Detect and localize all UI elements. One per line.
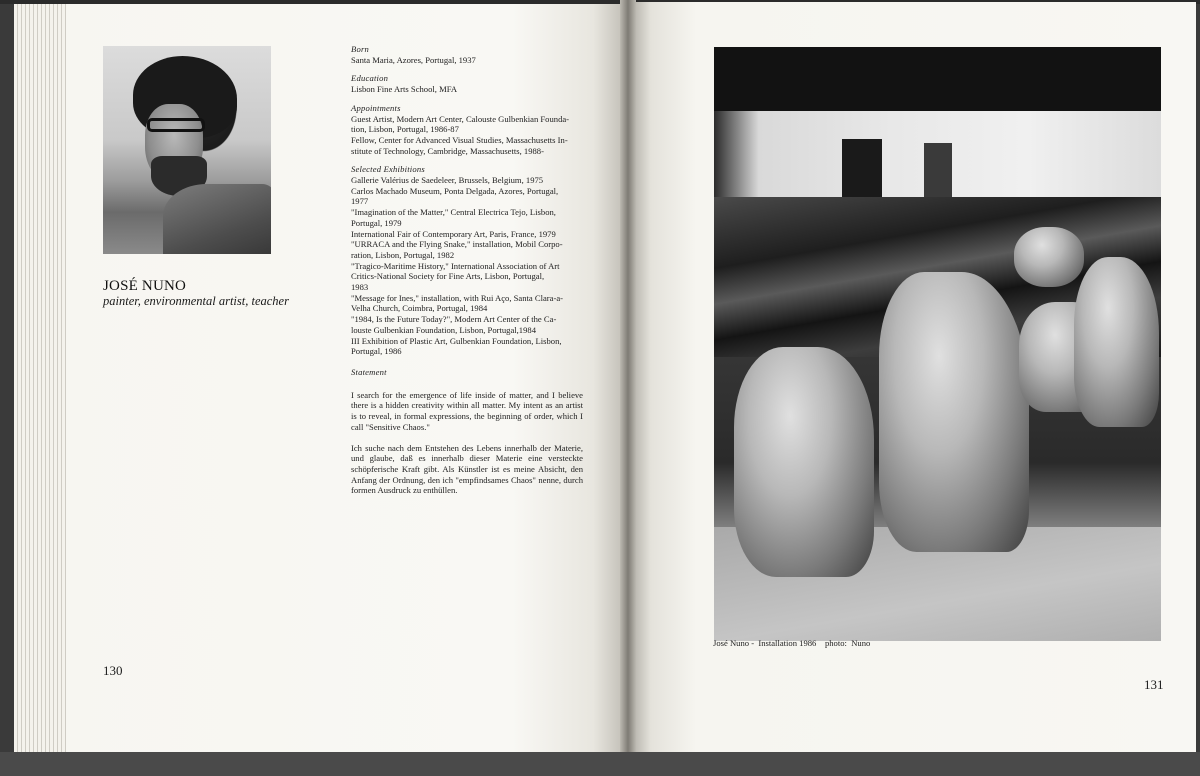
book-gutter	[620, 0, 636, 776]
born-heading: Born	[351, 44, 369, 54]
exhibitions-line: 1977	[351, 196, 369, 207]
exhibitions-line: International Fair of Contemporary Art, Paris, France, 1979	[351, 228, 556, 239]
exhibitions-line: Portugal, 1979	[351, 217, 402, 228]
exhibitions-line: "1984, Is the Future Today?", Modern Art Center of the Ca-	[351, 314, 557, 325]
statement-german: Ich suche nach dem Entstehen des Lebens innerhalb der Materie, und glaube, daß es innerhalb dieser Materie eine versteckte schöpferische Kraft gibt. Als Künstler ist es meine Absicht, den Anfang der Ordnung, den ich "empfindsames Chaos" nenne, durch formen Ausdruck zu enthüllen.	[351, 442, 583, 496]
exhibitions-line: Gallerie Valérius de Saedeleer, Brussels, Belgium, 1975	[351, 175, 544, 186]
page-edges	[14, 4, 66, 756]
caption-credit: photo: Nuno	[824, 638, 871, 648]
installation-photo	[714, 47, 1161, 641]
born-text	[351, 55, 583, 66]
exhibitions-line: "URRACA and the Flying Snake," installation, Mobil Corpo-	[351, 239, 563, 250]
exhibitions-line: Critics-National Society for Fine Arts, Lisbon, Portugal,	[351, 271, 545, 282]
statement-heading: Statement	[351, 366, 387, 377]
caption-title: José Nuno - Installation 1986	[713, 638, 817, 648]
appointments-text	[351, 114, 583, 157]
exhibitions-line: ration, Lisbon, Portugal, 1982	[351, 249, 455, 260]
education-heading: Education	[351, 73, 389, 84]
artist-biography	[351, 44, 583, 496]
artist-name: JOSÉ NUNO	[103, 278, 187, 294]
artist-portrait-photo	[103, 46, 271, 254]
exhibitions-line: louste Gulbenkian Foundation, Lisbon, Portugal,1984	[351, 324, 536, 335]
exhibitions-line: Carlos Machado Museum, Ponta Delgada, Azores, Portugal,	[351, 185, 559, 196]
statement-english: I search for the emergence of life inside of matter, and I believe there is a hidden creativity within all matter. My intent as an artist is to reveal, in formal expressions, the beginning of order, which I call "Sensitive Chaos."	[351, 389, 583, 432]
exhibitions-line: "Message for Ines," installation, with Rui Aço, Santa Clara-a-	[351, 292, 564, 303]
photo-caption	[713, 638, 870, 648]
page-number-right: 131	[1144, 677, 1164, 692]
appointments-line: tion, Lisbon, Portugal, 1986-87	[351, 124, 459, 135]
born-line: Santa Maria, Azores, Portugal, 1937	[351, 54, 476, 65]
education-line: Lisbon Fine Arts School, MFA	[351, 84, 458, 95]
exhibitions-text	[351, 175, 583, 357]
artist-role: painter, environmental artist, teacher	[103, 294, 289, 308]
exhibitions-line: "Tragico-Maritime History," International Association of Art	[351, 260, 560, 271]
exhibitions-line: III Exhibition of Plastic Art, Gulbenkian Foundation, Lisbon,	[351, 335, 562, 346]
exhibitions-heading: Selected Exhibitions	[351, 164, 425, 175]
background-bottom	[0, 752, 1200, 776]
page-number-left: 130	[103, 663, 123, 678]
exhibitions-line: Velha Church, Coimbra, Portugal, 1984	[351, 303, 488, 314]
appointments-line: stitute of Technology, Cambridge, Massachusetts, 1988-	[351, 145, 544, 156]
education-text	[351, 84, 583, 95]
appointments-line: Fellow, Center for Advanced Visual Studies, Massachusetts In-	[351, 134, 568, 145]
exhibitions-line: 1983	[351, 282, 369, 293]
appointments-heading: Appointments	[351, 102, 401, 113]
exhibitions-line: Portugal, 1986	[351, 346, 402, 357]
exhibitions-line: "Imagination of the Matter," Central Electrica Tejo, Lisbon,	[351, 207, 556, 218]
appointments-line: Guest Artist, Modern Art Center, Calouste Gulbenkian Founda-	[351, 113, 570, 124]
